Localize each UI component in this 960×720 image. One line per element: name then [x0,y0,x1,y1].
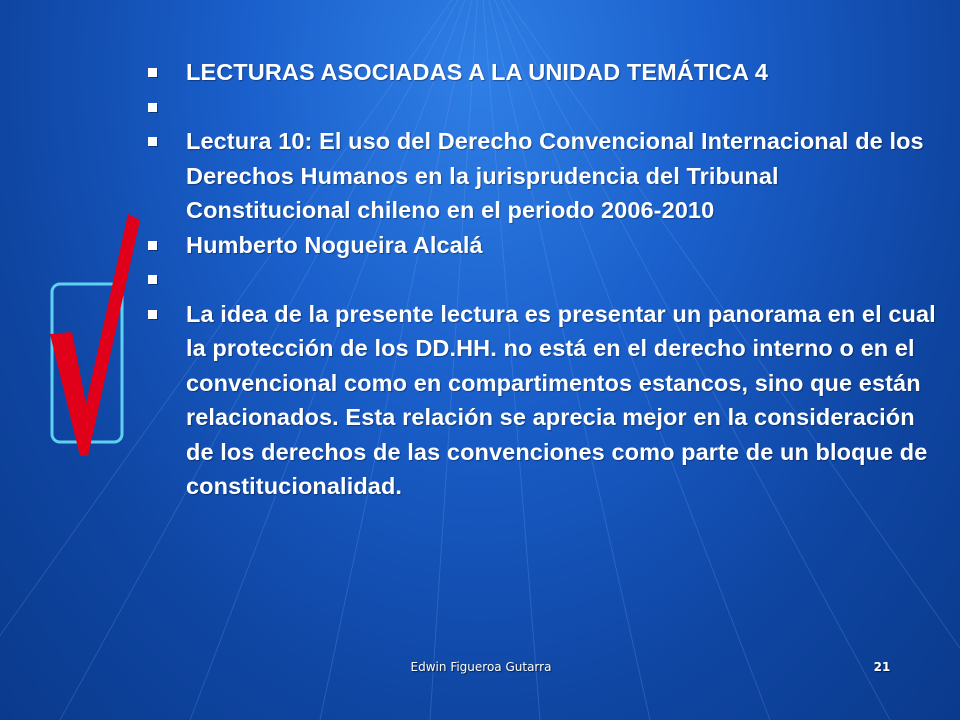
bullet-empty-1 [148,90,948,125]
bullet-description [148,297,948,504]
checkmark-icon [48,212,148,462]
square-bullet-icon [148,103,157,112]
bullet-heading [148,55,948,90]
square-bullet-icon [148,310,157,319]
description-text: La idea de la presente lectura es presentar un panorama en el cual la protección de los DD.HH. no está en el derecho interno o en el convencional como en compartimentos estancos, sino que están relacionados. Esta relación se aprecia mejor en la consideración de los derechos de las convenciones como parte de un bloque de constitucionalidad. [186,300,936,499]
footer-author: Edwin Figueroa Gutarra [410,660,552,674]
reading-title-text: Lectura 10: El uso del Derecho Convencional Internacional de los Derechos Humanos en la jurisprudencia del Tribunal Constitucional chileno en el periodo 2006-2010 [186,128,924,223]
bullet-author [148,228,948,263]
bullet-empty-2 [148,262,948,297]
square-bullet-icon [148,241,157,250]
heading-text: LECTURAS ASOCIADAS A LA UNIDAD TEMÁTICA 4 [186,59,769,85]
page-number: 21 [873,660,891,674]
red-check-mark [50,214,140,456]
square-bullet-icon [148,275,157,284]
bullet-reading-title [148,124,948,228]
slide-content [148,55,948,504]
square-bullet-icon [148,137,157,146]
author-text: Humberto Nogueira Alcalá [186,231,483,258]
square-bullet-icon [148,68,157,77]
